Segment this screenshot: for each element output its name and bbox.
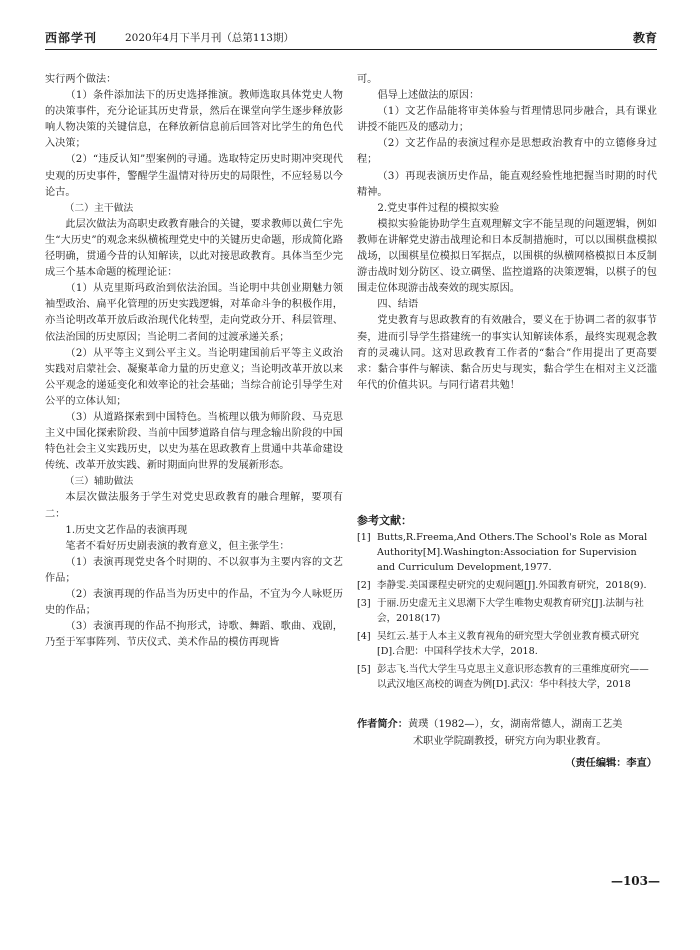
reference-number: [4] <box>357 631 371 642</box>
subsection-heading: 2.党史事件过程的模拟实验 <box>377 202 500 214</box>
author-text-line1: 黄璞（1982—），女，湖南常德人，湖南工艺美 <box>407 719 623 730</box>
references-list <box>357 530 657 695</box>
paragraph: （2）从平等主义到公平主义。当论明建国前后平等主义政治实践对启蒙社会、凝聚革命力量的历史意义；当论明改革开放以来公平观念的递延变化和效率论的社会基础；当综合前论引导学生对公平的立体认知； <box>45 347 343 407</box>
reference-text: Butts,R.Freema,And Others.The School's Role as Moral Authority[M].Washington:Association for Supervision and Curriculum Development,1977. <box>377 532 648 573</box>
reference-text: 李静雯.美国课程史研究的史观问题[J].外国教育研究，2018(9). <box>377 580 647 591</box>
reference-item <box>357 596 657 626</box>
paragraph: 实行两个做法： <box>45 74 117 85</box>
paragraph: 可。 <box>357 74 378 85</box>
right-column <box>357 72 657 394</box>
paragraph: （2）表演再现的作品当为历史中的作品，不宜为今人咏贬历史的作品； <box>45 589 343 617</box>
author-text-line2: 术职业学院副教授，研究方向为职业教育。 <box>413 736 607 747</box>
subsection-heading: （三）辅助做法 <box>64 476 134 488</box>
author-bio <box>357 716 657 750</box>
page-number: —103— <box>610 874 660 888</box>
paragraph: （1）条件添加法下的历史选择推演。教师选取具体党史人物的决策事件，充分论证其历史背景，然后在课堂向学生逐步释放影响人物决策的关键信息，在释放新信息前后回答对比学生的角色代入决策； <box>45 90 343 150</box>
paragraph: （3）从道路探索到中国特色。当梳理以俄为师阶段、马克思主义中国化探索阶段、当前中国梦道路自信与理念输出阶段的中国特色社会主义实践历史，以史为基在思政教育上贯通中共革命建设传统、改革开放实践、新时期面向世界的发展新形态。 <box>45 411 343 472</box>
paragraph: （2）文艺作品的表演过程亦是思想政治教育中的立德修身过程； <box>357 138 657 166</box>
section-label: 教育 <box>632 31 657 45</box>
responsible-editor: （责任编辑：李直） <box>565 757 657 769</box>
section-heading: 四、结语 <box>377 299 419 311</box>
header-rule <box>45 49 657 50</box>
paragraph: 倡导上述做法的原因： <box>377 90 480 102</box>
paragraph: （1）从克里斯玛政治到依法治国。当论明中共创业期魅力领袖型政治、扁平化管理的历史实践逻辑，对革命斗争的积极作用，亦当论明改革开放后政治现代化转型，走向党政分开、科层管理、依法治国的历史原因；当论明二者间的过渡承递关系； <box>45 283 343 343</box>
left-column <box>45 72 343 651</box>
references-title: 参考文献： <box>357 514 412 527</box>
reference-number: [1] <box>357 532 371 543</box>
reference-number: [5] <box>357 664 371 675</box>
reference-item <box>357 530 657 575</box>
reference-text: 于丽.历史虚无主义思潮下大学生唯物史观教育研究[J].法制与社会，2018(17) <box>377 598 644 624</box>
issue-info: 2020年4月下半月刊（总第113期） <box>125 32 294 44</box>
paragraph: （1）文艺作品能将审美体验与哲理情思同步融合，具有课业讲授不能匹及的感动力； <box>357 106 657 134</box>
paragraph: 党史教育与思政教育的有效融合，要义在于协调二者的叙事节奏，进而引导学生搭建统一的事实认知解读体系，最终实现观念教育的灵魂认同。这对思政教育工作者的“黏合”作用提出了更高要求：黏合事件与解读、黏合历史与现实，黏合学生在相对主义泛滥年代的价值共识。与同行诸君共勉！ <box>357 315 657 391</box>
reference-text: 吴红云.基于人本主义教育视角的研究型大学创业教育模式研究[D].合肥：中国科学技术大学，2018. <box>377 631 640 657</box>
reference-number: [2] <box>357 580 371 591</box>
reference-item <box>357 629 657 659</box>
paragraph: 笔者不看好历史剧表演的教育意义，但主张学生： <box>65 540 290 552</box>
reference-number: [3] <box>357 598 371 609</box>
subsection-heading: （二）主干做法 <box>64 202 134 214</box>
author-label: 作者简介： <box>357 718 408 730</box>
reference-item <box>357 662 657 692</box>
paragraph: 模拟实验能协助学生直观理解文字不能呈现的问题逻辑，例如教师在讲解党史游击战理论和日本反制措施时，可以以围棋盘模拟战场，以围棋星位模拟日军据点，以围棋的纵横网格模拟日本反制游击战时划分防区、设立碉堡、监控道路的决策逻辑，以棋子的包围走位体现游击战奏效的现实原因。 <box>357 218 657 295</box>
paragraph: （1）表演再现党史各个时期的、不以叙事为主要内容的文艺作品； <box>45 556 343 584</box>
paragraph: 本层次做法服务于学生对党史思政教育的融合理解，要项有二： <box>45 492 343 520</box>
paragraph: （2）“违反认知”型案例的寻通。选取特定历史时期冲突现代史观的历史事件，警醒学生温情对待历史的局限性，不应轻易以今论古。 <box>45 154 343 198</box>
paragraph: （3）再现表演历史作品，能直观经验性地把握当时期的时代精神。 <box>357 170 657 198</box>
subsection-heading: 1.历史文艺作品的表演再现 <box>65 524 188 536</box>
reference-text: 彭志飞.当代大学生马克思主义意识形态教育的三重维度研究——以武汉地区高校的调查为例[D].武汉：华中科技大学，2018 <box>377 664 649 690</box>
paragraph: （3）表演再现的作品不拘形式，诗歌、舞蹈、歌曲、戏剧，乃至于军事阵列、节庆仪式、美术作品的模仿再现皆 <box>45 621 343 649</box>
journal-name: 西部学刊 <box>45 31 98 45</box>
page-header <box>45 26 657 52</box>
reference-item <box>357 578 657 593</box>
paragraph: 此层次做法为高职史政教育融合的关键，要求教师以黄仁宇先生“大历史”的观念来纵横梳理党史中的关键历史命题，形成简化路径明确，贯通今昔的认知解读，以此对接思政教育。具体当至少完成三个基本命题的梳理论证： <box>45 218 343 279</box>
